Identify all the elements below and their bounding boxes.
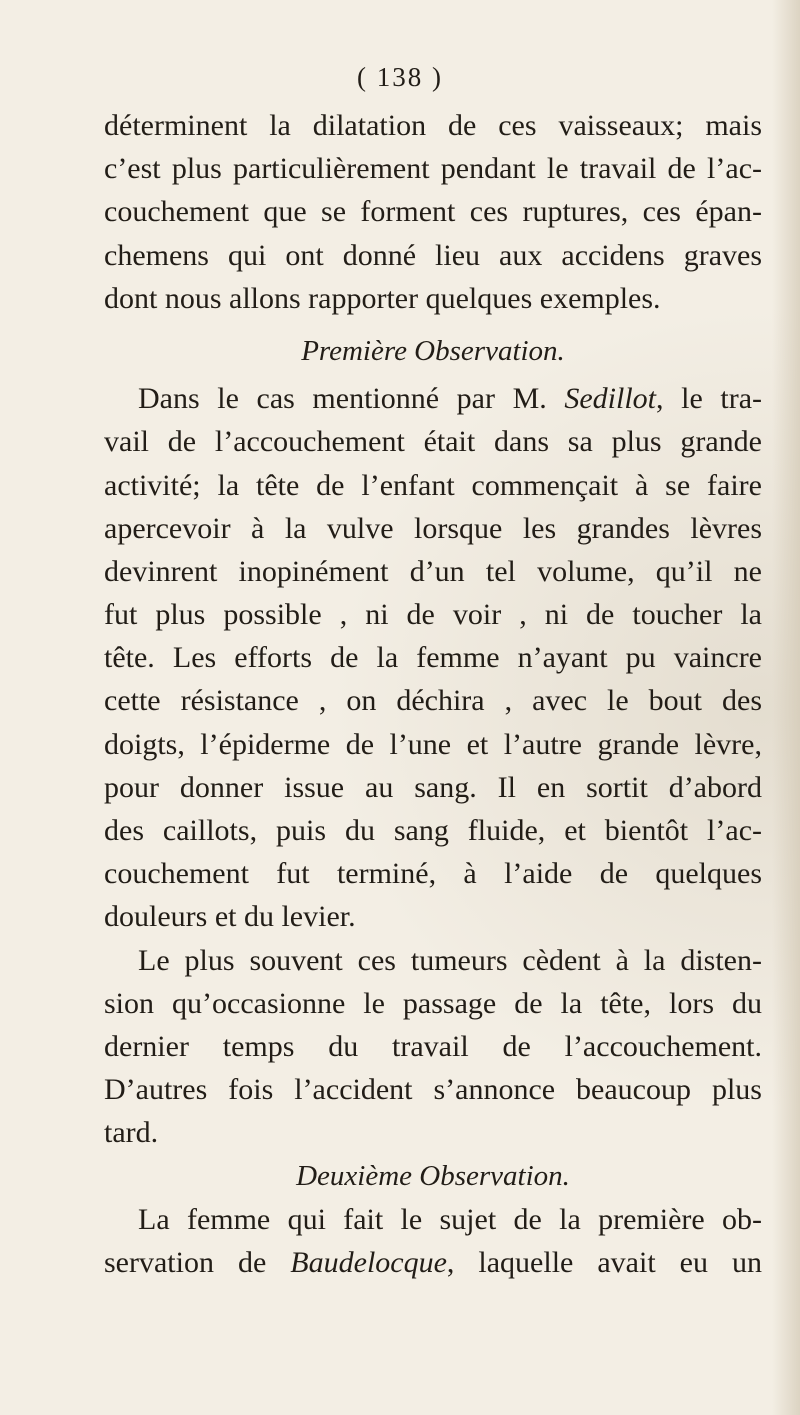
page-text <box>104 104 762 1284</box>
text-line: apercevoir à la vulve lorsque les grandes lèvres <box>104 511 762 545</box>
text-line: des caillots, puis du sang fluide, et bientôt l’ac- <box>104 814 762 847</box>
text-line: activité; la tête de l’enfant commençait à se faire <box>104 468 762 502</box>
section-heading: Première Observation. <box>301 334 565 367</box>
text-line <box>104 377 762 420</box>
text-line: couchement fut terminé, à l’aide de quelques <box>104 857 762 891</box>
text-line: pour donner issue au sang. Il en sortit d’abord <box>104 770 762 804</box>
text-line: fut plus possible , ni de voir , ni de toucher la <box>104 598 762 632</box>
section-heading: Deuxième Observation. <box>296 1159 570 1192</box>
text-line: doigts, l’épiderme de l’une et l’autre grande lèvre, <box>104 727 762 761</box>
text-line: D’autres fois l’accident s’annonce beaucoup plus <box>104 1073 762 1107</box>
text-line: devinrent inopinément d’un tel volume, qu’il ne <box>104 554 762 588</box>
text-line: vail de l’accouchement était dans sa plus grande <box>104 425 762 459</box>
text-line: c’est plus particulièrement pendant le travail de l’ac- <box>104 152 762 186</box>
text-line: dernier temps du travail de l’accouchement. <box>104 1029 762 1063</box>
text-line: sion qu’occasionne le passage de la tête, lors du <box>104 986 762 1020</box>
text-line: tard. <box>104 1116 159 1150</box>
author-name: Baudelocque <box>290 1245 447 1279</box>
text-line <box>104 1241 762 1284</box>
text-line: douleurs et du levier. <box>104 900 356 934</box>
text-fragment: servation de <box>104 1245 291 1279</box>
text-line: dont nous allons rapporter quelques exemples. <box>104 281 661 315</box>
text-line: cette résistance , on déchira , avec le bout des <box>104 684 762 718</box>
text-fragment: , laquelle avait eu un <box>446 1245 762 1279</box>
page-edge-shadow <box>772 0 800 1415</box>
text-line: Le plus souvent ces tumeurs cèdent à la disten- <box>138 943 762 977</box>
text-line: chemens qui ont donné lieu aux accidens graves <box>104 238 762 272</box>
page-number: ( 138 ) <box>357 62 443 92</box>
text-line: couchement que se forment ces ruptures, ces épan- <box>104 195 762 229</box>
text-line: La femme qui fait le sujet de la première ob- <box>138 1202 762 1236</box>
text-fragment: , le tra- <box>656 382 763 416</box>
text-fragment: Dans le cas mentionné par M. <box>138 382 565 416</box>
text-line: déterminent la dilatation de ces vaisseaux; mais <box>104 109 762 142</box>
author-name: Sedillot <box>564 382 657 416</box>
text-line: tête. Les efforts de la femme n’ayant pu vaincre <box>104 641 762 675</box>
